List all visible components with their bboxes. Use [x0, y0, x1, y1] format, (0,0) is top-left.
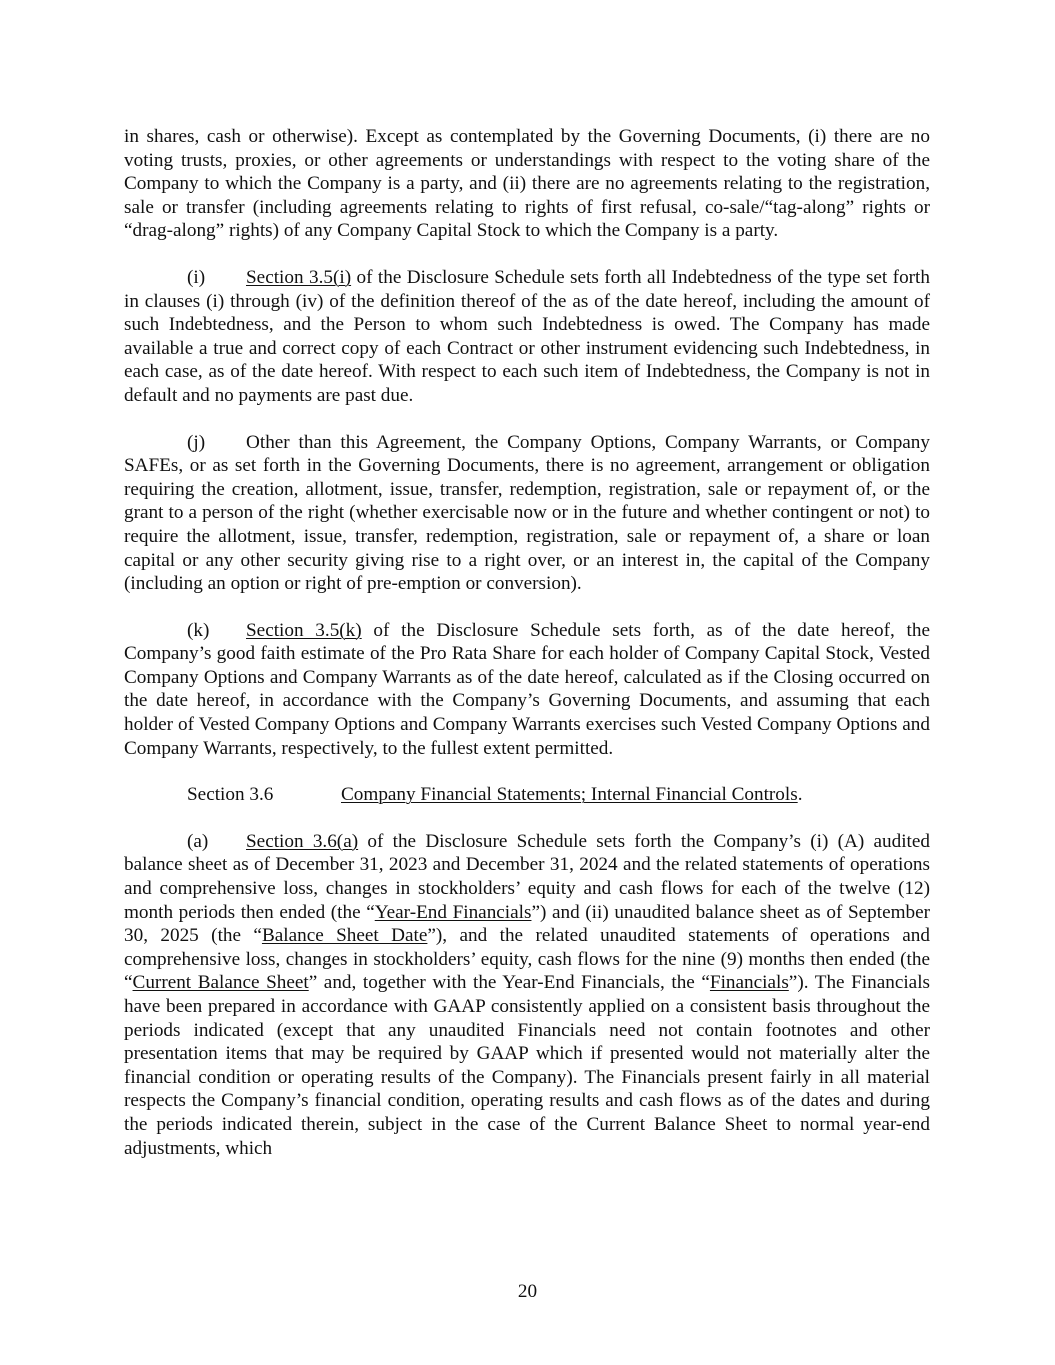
section-reference-3-6-a: Section 3.6(a): [246, 830, 359, 852]
paragraph-a-text-1: of the Disclosure Schedule sets forth the Company’s (i) (A) audited balance sheet as of December 31, 2023 and December 31, 2024 and the related statements of operations and comprehensive loss, changes in stockholders’ equity and cash flows for each of the twelve (12) month periods then ended (the “: [124, 830, 930, 923]
section-title: Company Financial Statements; Internal Financial Controls: [341, 784, 798, 806]
paragraph-j-text: Other than this Agreement, the Company Options, Company Warrants, or Company SAFEs, or as set forth in the Governing Documents, there is no agreement, arrangement or obligation requiring the creation, allotment, issue, transfer, redemption, registration, sale or repayment of, or the grant to a person of the right (whether exercisable now or in the future and whether contingent or not) to require the allotment, issue, transfer, redemption, registration, sale or repayment of, a share or loan capital or any other security giving rise to a right over, or an interest in, the capital of the Company (including an option or right of pre-emption or conversion).: [124, 431, 930, 595]
paragraph-a: [124, 830, 930, 1160]
defined-term-year-end-financials: Year-End Financials: [374, 901, 532, 923]
defined-term-financials: Financials: [709, 972, 789, 994]
paragraph-i: [124, 266, 930, 408]
section-number: Section 3.6: [187, 784, 274, 806]
document-body: [124, 125, 930, 1160]
clause-label-a: (a): [187, 830, 209, 852]
clause-label-j: (j): [187, 431, 206, 453]
clause-label-i: (i): [187, 266, 206, 288]
section-title-period: .: [797, 784, 803, 806]
paragraph-k: [124, 619, 930, 761]
page-number: 20: [517, 1281, 538, 1302]
paragraph-a-text-3: ”), and the related unaudited statements of operations and comprehensive loss, changes in stockholders’ equity, cash flows for the nine (9) months then ended (the “: [124, 925, 930, 994]
clause-label-k: (k): [187, 619, 210, 641]
paragraph-continuation: in shares, cash or otherwise). Except as contemplated by the Governing Documents, (i) there are no voting trusts, proxies, or other agreements or understandings with respect to the voting share of the Company to which the Company is a party, and (ii) there are no agreements relating to the registration, sale or transfer (including agreements relating to rights of first refusal, co-sale/“tag-along” rights or “drag-along” rights) of any Company Capital Stock to which the Company is a party.: [124, 126, 930, 242]
paragraph-i-text: of the Disclosure Schedule sets forth all Indebtedness of the type set forth in clauses (i) through (iv) of the definition thereof of the as of the date hereof, including the amount of such Indebtedness, and the Person to whom such Indebtedness is owed. The Company has made available a true and correct copy of each Contract or other instrument evidencing such Indebtedness, in each case, as of the date hereof. With respect to each such item of Indebtedness, the Company is not in default and no payments are past due.: [124, 266, 930, 406]
section-reference-3-5-k: Section 3.5(k): [246, 619, 362, 641]
paragraph-a-text-4: ” and, together with the Year-End Financials, the “: [308, 972, 710, 994]
defined-term-balance-sheet-date: Balance Sheet Date: [261, 925, 428, 947]
paragraph-a-text-5: ”). The Financials have been prepared in accordance with GAAP consistently applied on a consistent basis throughout the periods indicated (except that any unaudited Financials need not contain footnotes and other presentation items that may be required by GAAP which if presented would not materially alter the financial condition or operating results of the Company). The Financials present fairly in all material respects the Company’s financial condition, operating results and cash flows as of the dates and during the periods indicated therein, subject in the case of the Current Balance Sheet to normal year-end adjustments, which: [124, 972, 930, 1159]
section-heading-3-6: [124, 783, 930, 807]
section-reference-3-5-i: Section 3.5(i): [246, 266, 352, 288]
paragraph-k-text: of the Disclosure Schedule sets forth, as of the date hereof, the Company’s good faith estimate of the Pro Rata Share for each holder of Company Capital Stock, Vested Company Options and Company Warrants as of the date hereof, calculated as if the Closing occurred on the date hereof, in accordance with the Company’s Governing Documents, and assuming that each holder of Vested Company Options and Company Warrants exercises such Vested Company Options and Company Warrants, respectively, to the fullest extent permitted.: [124, 619, 930, 759]
paragraph-j: [124, 431, 930, 596]
defined-term-current-balance-sheet: Current Balance Sheet: [132, 972, 309, 994]
paragraph-a-text-2: ”) and (ii) unaudited balance sheet as of September 30, 2025 (the “: [124, 901, 931, 947]
